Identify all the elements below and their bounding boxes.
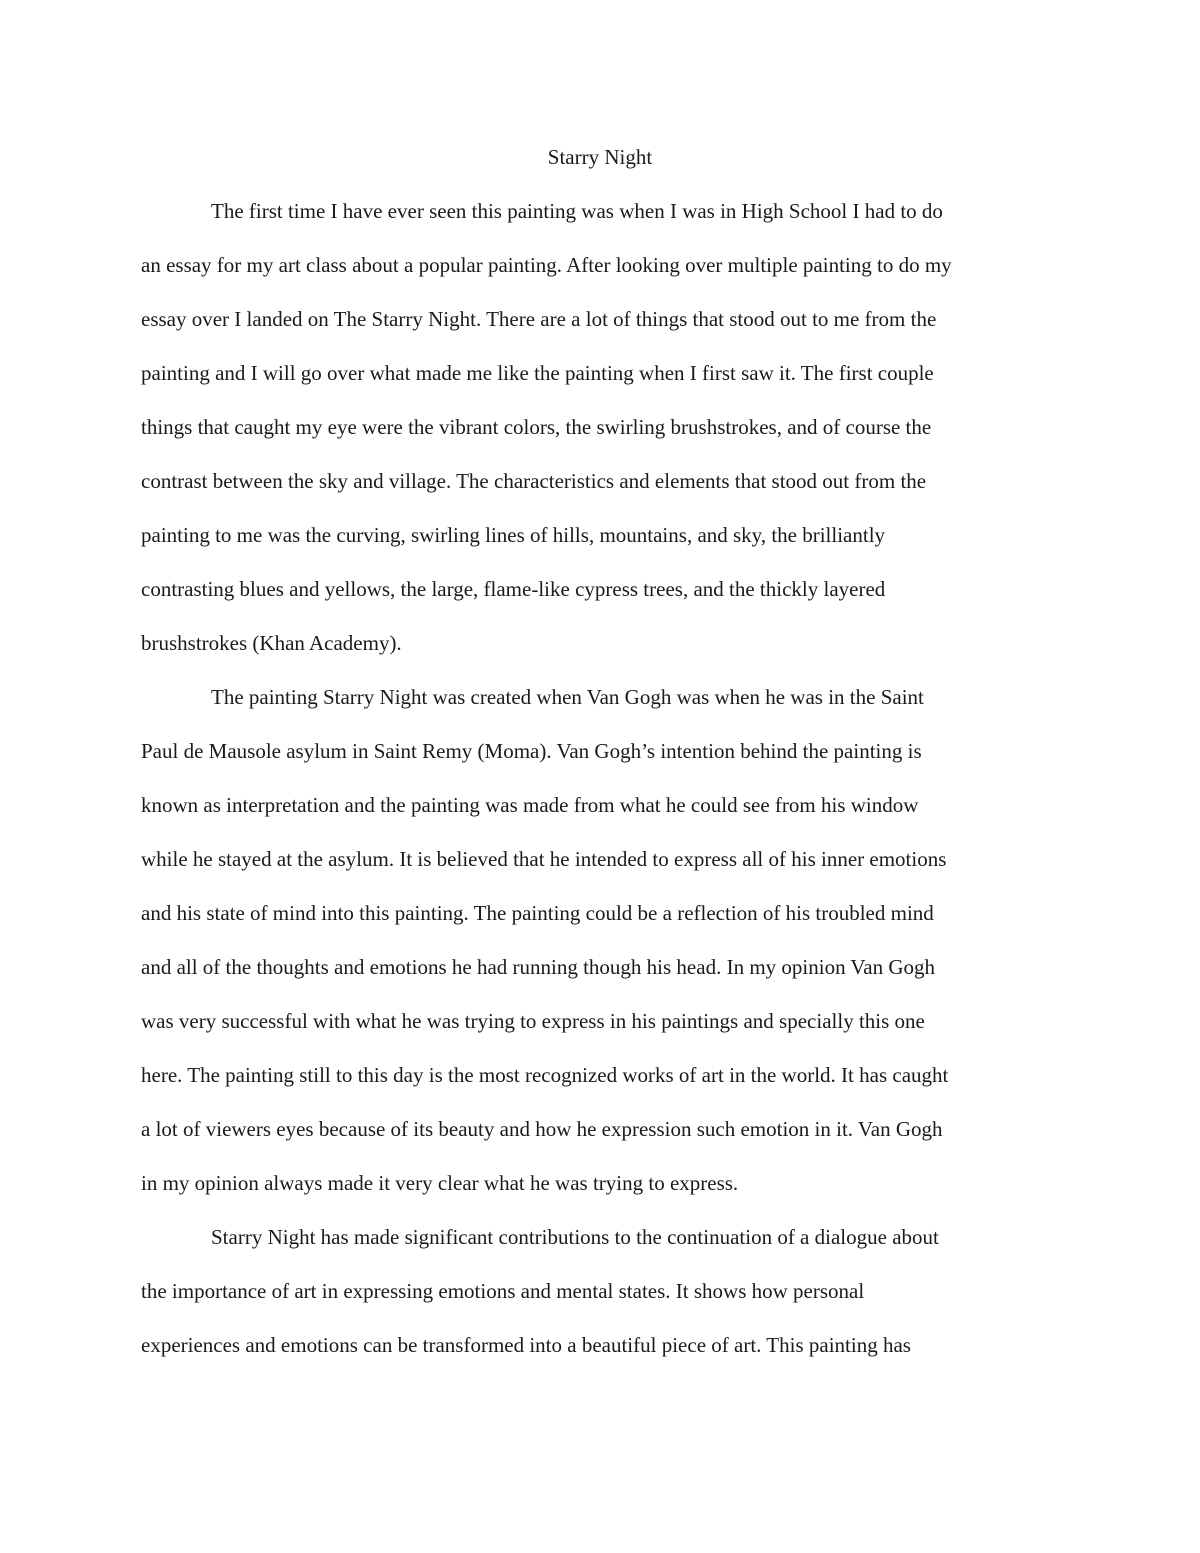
paragraph-1-line-2: an essay for my art class about a popular painting. After looking over multiple painting to do my [141, 253, 952, 277]
paragraph-1-line-6: contrast between the sky and village. The characteristics and elements that stood out from the [141, 469, 927, 493]
paragraph-2-line-1: The painting Starry Night was created when Van Gogh was when he was in the Saint [211, 685, 924, 709]
paragraph-2-line-6: and all of the thoughts and emotions he had running though his head. In my opinion Van Gogh [141, 955, 936, 979]
paragraph-3-line-3: experiences and emotions can be transformed into a beautiful piece of art. This painting has [141, 1333, 911, 1357]
paragraph-1-line-1: The first time I have ever seen this painting was when I was in High School I had to do [211, 199, 943, 223]
paragraph-1-line-8: contrasting blues and yellows, the large, flame-like cypress trees, and the thickly layered [141, 577, 886, 601]
paragraph-1-line-5: things that caught my eye were the vibrant colors, the swirling brushstrokes, and of course the [141, 415, 932, 439]
paragraph-1-line-3: essay over I landed on The Starry Night. There are a lot of things that stood out to me from the [141, 307, 937, 331]
paragraph-2-line-7: was very successful with what he was trying to express in his paintings and specially this one [141, 1009, 925, 1033]
paragraph-2-line-5: and his state of mind into this painting. The painting could be a reflection of his troubled mind [141, 901, 934, 925]
paragraph-2-line-4: while he stayed at the asylum. It is believed that he intended to express all of his inner emotions [141, 847, 947, 871]
paragraph-2-line-2: Paul de Mausole asylum in Saint Remy (Moma). Van Gogh’s intention behind the painting is [141, 739, 922, 763]
paragraph-2-line-10: in my opinion always made it very clear what he was trying to express. [141, 1171, 739, 1195]
paragraph-1-line-9: brushstrokes (Khan Academy). [141, 631, 402, 655]
paragraph-2-line-8: here. The painting still to this day is the most recognized works of art in the world. It has caught [141, 1063, 949, 1087]
paragraph-2-line-9: a lot of viewers eyes because of its beauty and how he expression such emotion in it. Van Gogh [141, 1117, 943, 1141]
paragraph-3-line-2: the importance of art in expressing emotions and mental states. It shows how personal [141, 1279, 865, 1303]
paragraph-2-line-3: known as interpretation and the painting was made from what he could see from his window [141, 793, 919, 817]
paragraph-1-line-7: painting to me was the curving, swirling lines of hills, mountains, and sky, the brilliantly [141, 523, 886, 547]
paragraph-1-line-4: painting and I will go over what made me like the painting when I first saw it. The first couple [141, 361, 934, 385]
paragraph-3-line-1: Starry Night has made significant contributions to the continuation of a dialogue about [211, 1225, 939, 1249]
document-title: Starry Night [547, 145, 653, 169]
